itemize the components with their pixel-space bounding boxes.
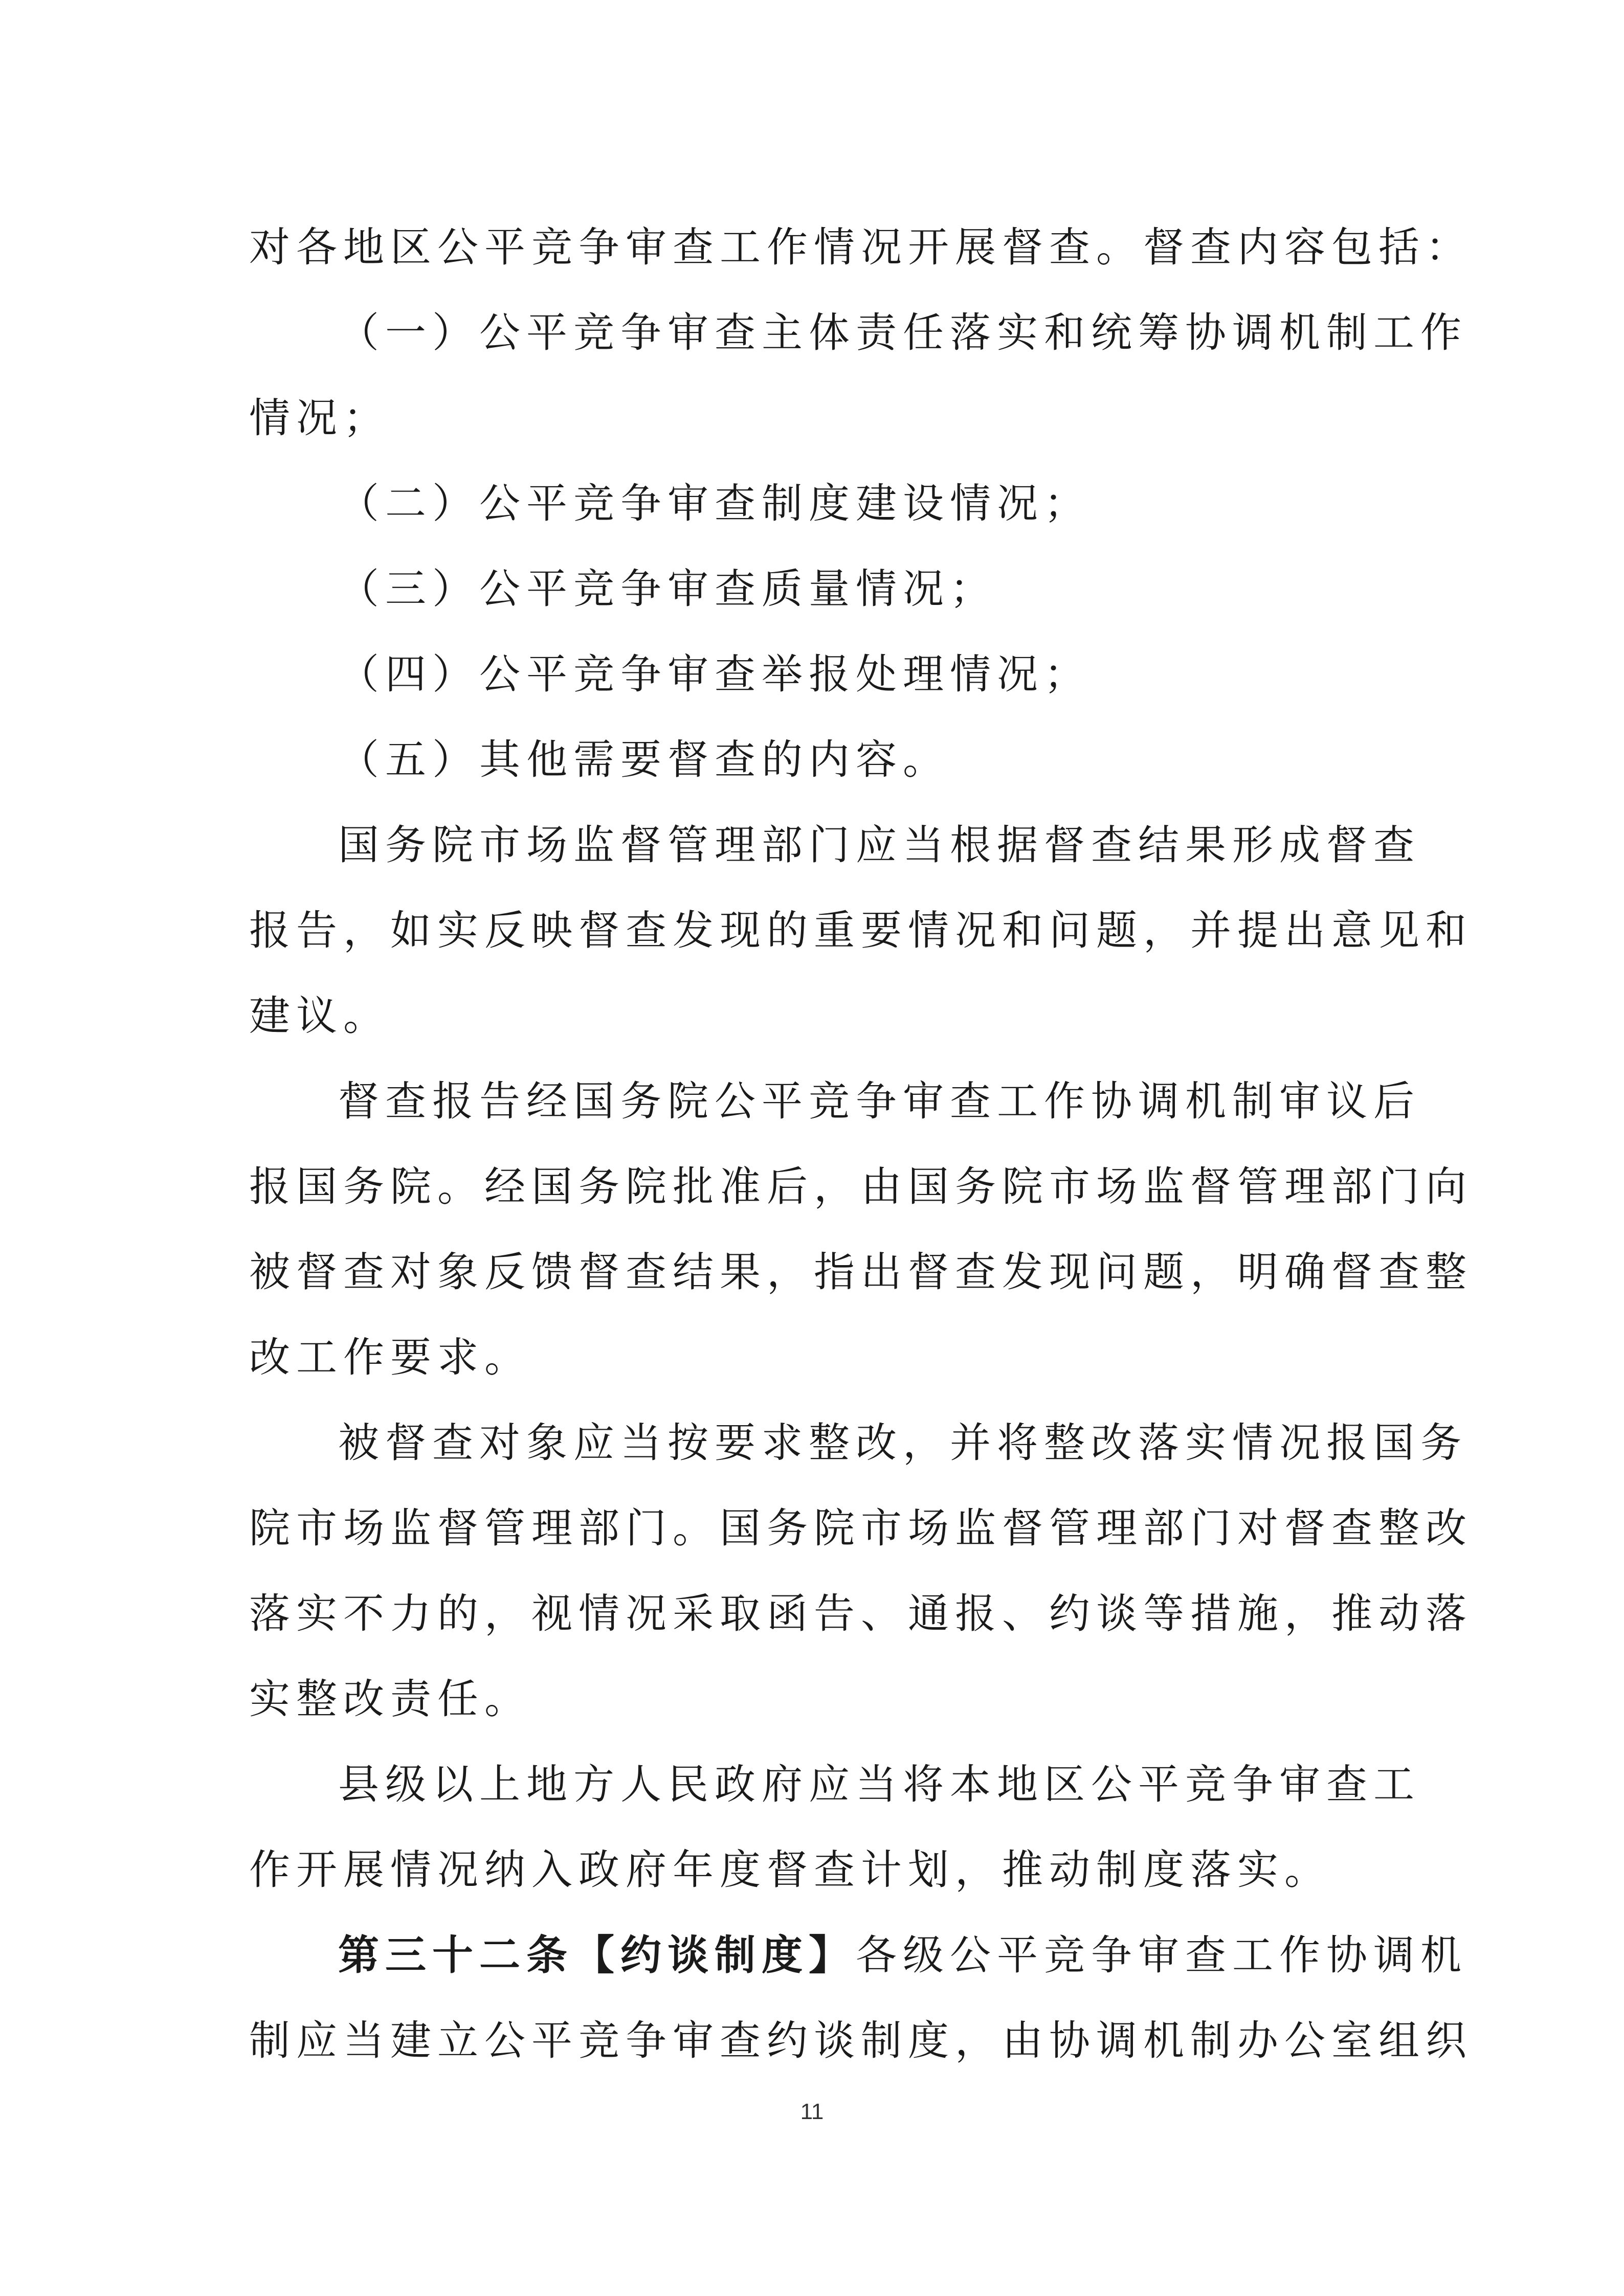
list-item-3: （三）公平竞争审查质量情况； <box>338 565 997 613</box>
article-heading: 第三十二条【约谈制度】 <box>338 1931 856 1979</box>
paragraph-line: 县级以上地方人民政府应当将本地区公平竞争审查工 <box>338 1761 1420 1808</box>
paragraph-line: 督查报告经国务院公平竞争审查工作协调机制审议后 <box>338 1077 1420 1125</box>
list-item-2: （二）公平竞争审查制度建设情况； <box>338 480 1091 527</box>
paragraph-line: 报告，如实反映督查发现的重要情况和问题，并提出意见和 <box>249 907 1473 954</box>
paragraph-line: 被督查对象应当按要求整改，并将整改落实情况报国务 <box>338 1419 1467 1467</box>
paragraph-line: 改工作要求。 <box>249 1334 531 1381</box>
paragraph-line: 国务院市场监督管理部门应当根据督查结果形成督查 <box>338 821 1420 869</box>
paragraph-line: 院市场监督管理部门。国务院市场监督管理部门对督查整改 <box>249 1504 1473 1552</box>
article-32-line-2: 制应当建立公平竞争审查约谈制度，由协调机制办公室组织 <box>249 2017 1473 2064</box>
paragraph-line: 报国务院。经国务院批准后，由国务院市场监督管理部门向 <box>249 1163 1473 1210</box>
paragraph-line: 对各地区公平竞争审查工作情况开展督查。督查内容包括： <box>249 223 1473 271</box>
list-item-5: （五）其他需要督查的内容。 <box>338 736 950 783</box>
list-item-1: （一）公平竞争审查主体责任落实和统筹协调机制工作 <box>338 309 1467 356</box>
paragraph-line: 落实不力的，视情况采取函告、通报、约谈等措施，推动落 <box>249 1590 1473 1637</box>
paragraph-line: 作开展情况纳入政府年度督查计划，推动制度落实。 <box>249 1846 1331 1894</box>
paragraph-line: 实整改责任。 <box>249 1675 531 1723</box>
paragraph-line: 建议。 <box>249 992 390 1040</box>
article-32-line-1 <box>249 1912 1467 1998</box>
paragraph-line: 被督查对象反馈督查结果，指出督查发现问题，明确督查整 <box>249 1248 1473 1296</box>
list-item-4: （四）公平竞争审查举报处理情况； <box>338 650 1091 698</box>
article-text: 各级公平竞争审查工作协调机 <box>856 1931 1467 1979</box>
document-body <box>249 205 1473 2083</box>
paragraph-line: 情况； <box>249 394 390 442</box>
page-number: 11 <box>800 2099 824 2124</box>
